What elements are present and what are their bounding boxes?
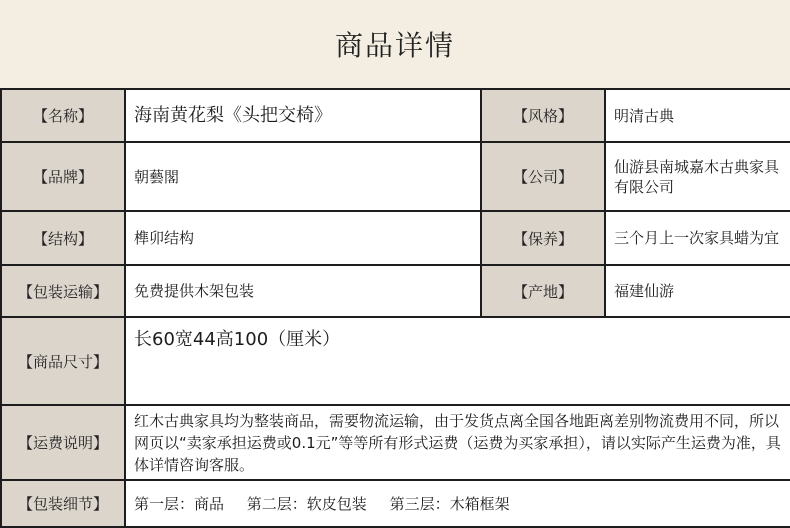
- packing-label: 【包装细节】: [1, 480, 125, 527]
- table-row: [1, 480, 790, 527]
- table-row: [1, 265, 790, 317]
- table-row: [1, 211, 790, 265]
- shipping-value: 免费提供木架包装: [125, 265, 481, 317]
- packing-value: [125, 480, 790, 527]
- company-value: 仙游县南城嘉木古典家具有限公司: [605, 142, 790, 211]
- table-row: [1, 317, 790, 405]
- name-value: 海南黄花梨《头把交椅》: [125, 89, 481, 142]
- header: [0, 0, 790, 88]
- origin-label: 【产地】: [481, 265, 605, 317]
- care-value: 三个月上一次家具蜡为宜: [605, 211, 790, 265]
- table-row: [1, 89, 790, 142]
- freight-label: 【运费说明】: [1, 405, 125, 480]
- size-label: 【商品尺寸】: [1, 317, 125, 405]
- company-label: 【公司】: [481, 142, 605, 211]
- name-label: 【名称】: [1, 89, 125, 142]
- brand-label: 【品牌】: [1, 142, 125, 211]
- structure-label: 【结构】: [1, 211, 125, 265]
- structure-value: 榫卯结构: [125, 211, 481, 265]
- packing-layer-1: 第一层：商品: [134, 494, 225, 513]
- page-title: 商品详情: [334, 29, 455, 62]
- spec-table: [0, 88, 790, 528]
- origin-value: 福建仙游: [605, 265, 790, 317]
- style-label: 【风格】: [481, 89, 605, 142]
- freight-value: 红木古典家具均为整装商品，需要物流运输，由于发货点离全国各地距离差别物流费用不同，所以网页以“卖家承担运费或0.1元”等等所有形式运费（运费为买家承担），请以实际产生运费为准，具体详情咨询客服。: [125, 405, 790, 480]
- table-row: [1, 142, 790, 211]
- size-value: 长60宽44高100（厘米）: [125, 317, 790, 405]
- style-value: 明清古典: [605, 89, 790, 142]
- packing-layer-3: 第三层：木箱框架: [389, 494, 510, 513]
- packing-layer-2: 第二层：软皮包装: [246, 494, 367, 513]
- care-label: 【保养】: [481, 211, 605, 265]
- shipping-label: 【包装运输】: [1, 265, 125, 317]
- table-row: [1, 405, 790, 480]
- brand-value: 朝藝閣: [125, 142, 481, 211]
